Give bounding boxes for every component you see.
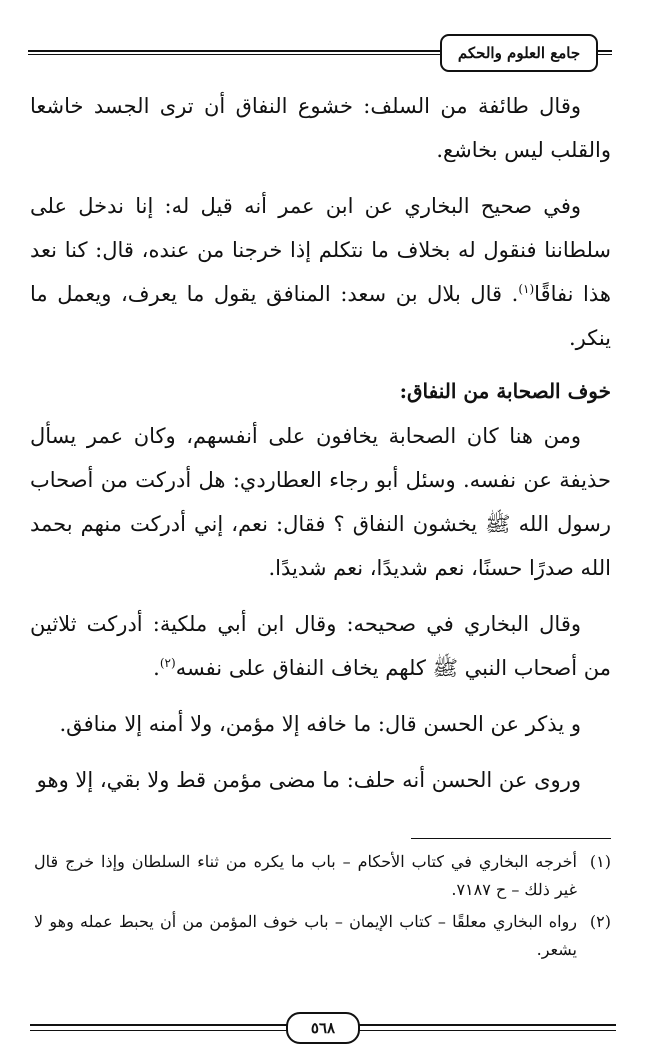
paragraph-1-text: وقال طائفة من السلف: خشوع النفاق أن ترى الجسد خاشعا والقلب ليس بخاشع. bbox=[30, 94, 611, 162]
page-number: ٥٦٨ bbox=[286, 1012, 360, 1044]
footnote-separator bbox=[411, 838, 611, 839]
footnote-1-number: (١) bbox=[589, 852, 611, 871]
page-footer bbox=[30, 1012, 616, 1042]
paragraph-4-tail: . bbox=[153, 656, 160, 680]
paragraph-4 bbox=[30, 602, 611, 690]
paragraph-3-text: ومن هنا كان الصحابة يخافون على أنفسهم، وكان عمر يسأل حذيفة عن نفسه. وسئل أبو رجاء العطاردي: هل أدركت من أصحاب رسول الله ﷺ يخشون النفاق ؟ فقال: نعم، إني أدركت منهم بحمد الله صدرًا حسنًا، نعم شديدًا، نعم شديدًا. bbox=[30, 424, 611, 580]
footnote-2-text: رواه البخاري معلقًا – كتاب الإيمان – باب خوف المؤمن من أن يحبط عمله وهو لا يشعر. bbox=[34, 912, 577, 959]
paragraph-6 bbox=[30, 758, 611, 802]
footnotes bbox=[34, 848, 611, 968]
paragraph-6-text: وروى عن الحسن أنه حلف: ما مضى مؤمن قط ولا بقي، إلا وهو bbox=[36, 768, 581, 792]
paragraph-2-tail: . قال بلال بن سعد: المنافق يقول ما يعرف، ويعمل ما ينكر. bbox=[30, 282, 611, 350]
footnote-ref-1[interactable]: (١) bbox=[518, 282, 535, 296]
running-header bbox=[28, 30, 612, 74]
footnote-ref-2[interactable]: (٢) bbox=[159, 656, 176, 670]
footnote-1-text: أخرجه البخاري في كتاب الأحكام – باب ما يكره من ثناء السلطان وإذا خرج قال غير ذلك – ح ٧١٨٧. bbox=[34, 852, 577, 899]
footnote-1 bbox=[34, 848, 611, 904]
footnote-2 bbox=[34, 908, 611, 964]
paragraph-2-text: وفي صحيح البخاري عن ابن عمر أنه قيل له: إنا ندخل على سلطاننا فنقول له بخلاف ما نتكلم إذا خرجنا من عنده، قال: كنا نعد هذا نفاقًا bbox=[30, 194, 611, 306]
section-heading: خوف الصحابة من النفاق: bbox=[399, 379, 611, 403]
paragraph-3 bbox=[30, 414, 611, 590]
main-text bbox=[30, 84, 611, 814]
paragraph-1 bbox=[30, 84, 611, 172]
paragraph-5 bbox=[30, 702, 611, 746]
book-title: جامع العلوم والحكم bbox=[440, 34, 598, 72]
paragraph-5-text: و يذكر عن الحسن قال: ما خافه إلا مؤمن، ولا أمنه إلا منافق. bbox=[59, 712, 581, 736]
paragraph-2 bbox=[30, 184, 611, 360]
footnote-2-number: (٢) bbox=[589, 912, 611, 931]
paragraph-4-text: وقال البخاري في صحيحه: وقال ابن أبي ملكية: أدركت ثلاثين من أصحاب النبي ﷺ كلهم يخاف النفاق على نفسه bbox=[30, 612, 611, 680]
